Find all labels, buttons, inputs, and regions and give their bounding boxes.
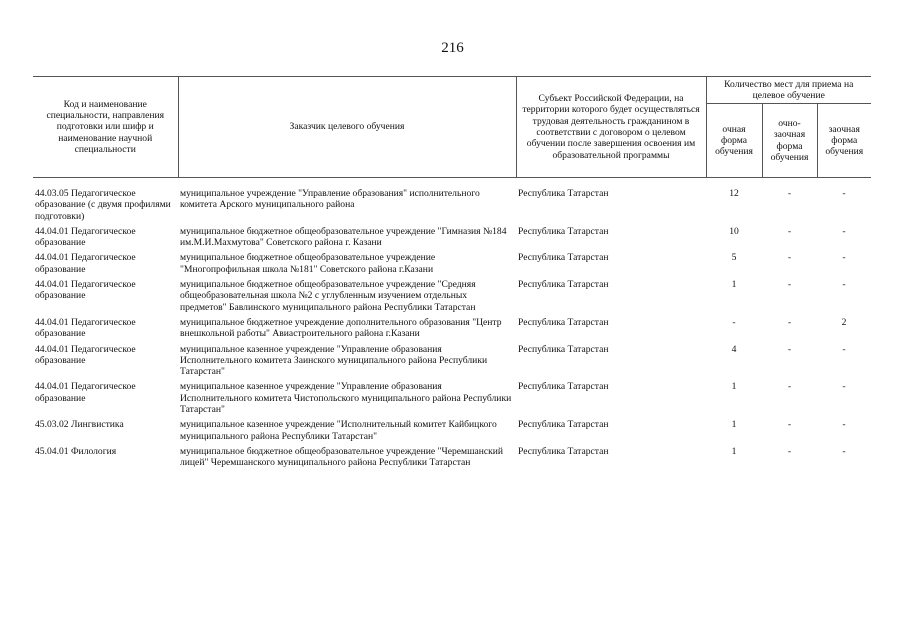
header-subject: Субъект Российской Федерации, на территории которого будет осуществляться трудовая деятельность гражданином в соответствии с договором о целевом обучении после завершения освоения им образовательной программы [516, 77, 706, 178]
part-time-cell: - [787, 279, 792, 291]
customer-cell: муниципальное учреждение "Управление образования" исполнительного комитета Арского муниципального района [180, 188, 480, 211]
customer-cell: муниципальное казенное учреждение "Исполнительный комитет Кайбицкого муниципального района Республики Татарстан" [180, 419, 497, 442]
table-row [33, 317, 871, 344]
table-row [33, 381, 871, 419]
header-customer: Заказчик целевого обучения [178, 77, 516, 178]
extramural-cell: - [842, 252, 846, 264]
header-full-time: очная форма обучения [706, 104, 762, 178]
full-time-cell: 1 [731, 445, 737, 457]
part-time-cell: - [787, 381, 792, 393]
part-time-cell: - [787, 343, 792, 355]
full-time-cell: 12 [729, 188, 739, 199]
table-row [33, 226, 871, 253]
table-row [33, 344, 871, 382]
code-cell: 44.04.01 Педагогическое образование [35, 343, 136, 366]
code-cell: 45.04.01 Филология [35, 445, 117, 457]
subject-cell: Республика Татарстан [518, 279, 609, 291]
header-places: Количество мест для приема на целевое обучение [706, 77, 871, 104]
full-time-cell: 5 [731, 252, 737, 264]
subject-cell: Республика Татарстан [518, 188, 609, 199]
extramural-cell: - [842, 225, 846, 237]
extramural-cell: 2 [841, 316, 847, 328]
part-time-cell: - [787, 445, 792, 457]
header-extramural: заочная форма обучения [817, 104, 871, 178]
extramural-cell: - [842, 279, 846, 291]
code-cell: 44.04.01 Педагогическое образование [35, 316, 136, 340]
table-row [33, 252, 871, 279]
subject-cell: Республика Татарстан [518, 381, 609, 393]
table-body [33, 178, 871, 473]
code-cell: 44.04.01 Педагогическое образование [35, 279, 136, 302]
full-time-cell: 10 [729, 225, 739, 237]
subject-cell: Республика Татарстан [518, 419, 609, 431]
header-part-time: очно-заочная форма обучения [762, 104, 817, 178]
code-cell: 45.03.02 Лингвистика [35, 419, 124, 431]
full-time-cell: 4 [731, 343, 737, 355]
table-row [33, 419, 871, 446]
extramural-cell: - [842, 343, 846, 355]
customer-cell: муниципальное бюджетное общеобразовательное учреждение "Средняя общеобразовательная школа №2 с углубленным изучением отдельных предметов" Бавлинского муниципального района Республики Татарстан [180, 279, 476, 313]
full-time-cell: 1 [731, 381, 737, 393]
customer-cell: муниципальное бюджетное учреждение дополнительного образования "Центр внешкольной работы" Авиастроительного района г.Казани [180, 316, 502, 340]
subject-cell: Республика Татарстан [518, 316, 609, 328]
subject-cell: Республика Татарстан [518, 225, 609, 237]
full-time-cell: 1 [731, 279, 737, 291]
full-time-cell: 1 [731, 419, 737, 431]
subject-cell: Республика Татарстан [518, 445, 609, 457]
customer-cell: муниципальное бюджетное общеобразовательное учреждение "Многопрофильная школа №181" Советского района г.Казани [180, 252, 436, 275]
table-row [33, 279, 871, 317]
quota-table-container [33, 76, 871, 473]
part-time-cell: - [787, 225, 792, 237]
code-cell: 44.04.01 Педагогическое образование [35, 252, 136, 275]
extramural-cell: - [842, 419, 846, 431]
part-time-cell: - [787, 252, 792, 264]
part-time-cell: - [787, 188, 792, 199]
extramural-cell: - [842, 445, 846, 457]
extramural-cell: - [842, 381, 846, 393]
code-cell: 44.04.01 Педагогическое образование [35, 381, 136, 404]
code-cell: 44.03.05 Педагогическое образование (с двумя профилями подготовки) [35, 188, 171, 222]
part-time-cell: - [787, 316, 792, 328]
subject-cell: Республика Татарстан [518, 343, 609, 355]
full-time-cell: - [732, 316, 736, 328]
page-number: 216 [441, 40, 464, 56]
extramural-cell: - [842, 188, 846, 199]
customer-cell: муниципальное казенное учреждение "Управление образования Исполнительного комитета Чистопольского муниципального района Республики Татарстан" [180, 381, 512, 416]
customer-cell: муниципальное бюджетное общеобразовательное учреждение "Гимназия №184 им.М.И.Махмутова" Советского района г. Казани [180, 225, 507, 249]
header-code: Код и наименование специальности, направления подготовки или шифр и наименование научной специальности [33, 77, 178, 178]
customer-cell: муниципальное казенное учреждение "Управление образования Исполнительного комитета Заинского муниципального района Республики Татарстан" [180, 343, 488, 378]
customer-cell: муниципальное бюджетное общеобразовательное учреждение "Черемшанский лицей" Черемшанского муниципального района Республики Татарстан [180, 445, 504, 469]
subject-cell: Республика Татарстан [518, 252, 609, 264]
table-row [33, 188, 871, 226]
table-row [33, 446, 871, 473]
code-cell: 44.04.01 Педагогическое образование [35, 225, 136, 249]
quota-table [33, 76, 871, 473]
part-time-cell: - [787, 419, 792, 431]
